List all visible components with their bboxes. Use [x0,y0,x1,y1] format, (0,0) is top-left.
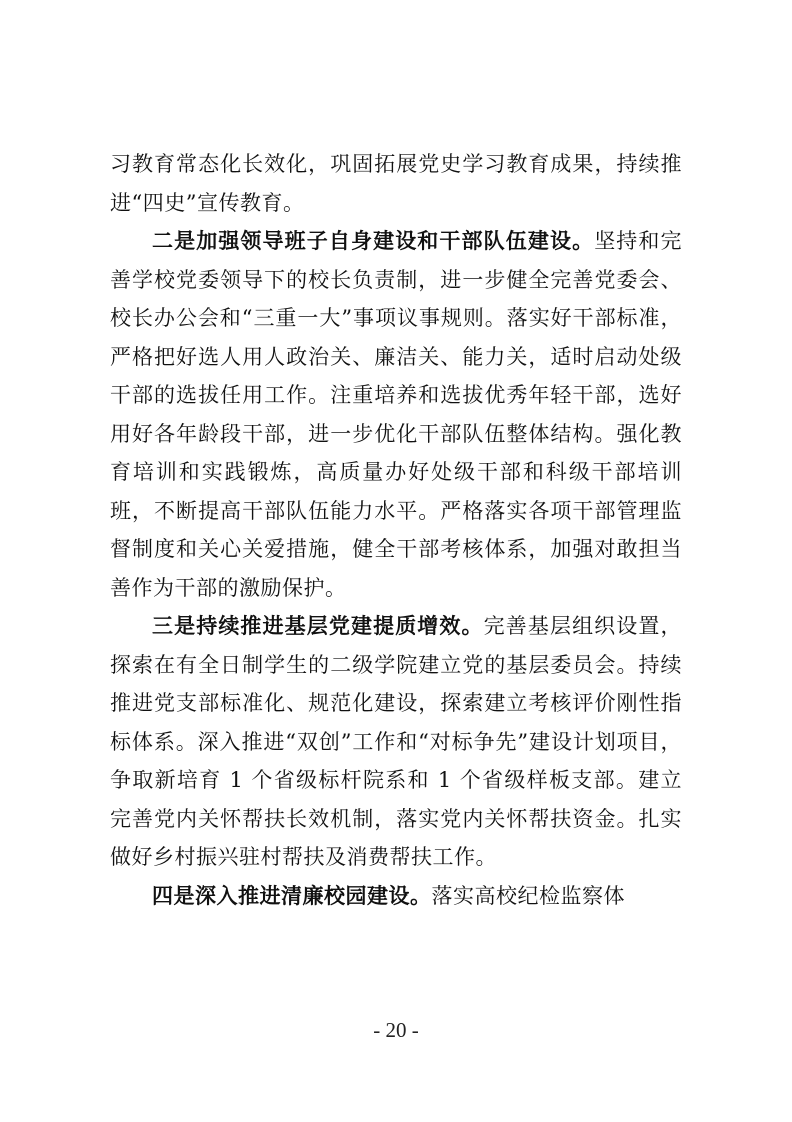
document-body [110,145,682,915]
page-number: - 20 - [373,1018,419,1042]
paragraph-grassroots-party [110,607,682,877]
paragraph-lead: 二是加强领导班子自身建设和干部队伍建设。 [152,228,595,253]
paragraph-leadership-building [110,222,682,607]
paragraph-text: 落实高校纪检监察体 [431,883,625,908]
paragraph-clean-campus [110,877,682,916]
paragraph-text: 习教育常态化长效化，巩固拓展党史学习教育成果，持续推进“四史”宣传教育。 [110,152,682,215]
paragraph-continuation [110,145,682,222]
paragraph-lead: 三是持续推进基层党建提质增效。 [152,613,484,638]
paragraph-lead: 四是深入推进清廉校园建设。 [152,882,432,908]
paragraph-text: 坚持和完善学校党委领导下的校长负责制，进一步健全完善党委会、校长办公会和“三重一大”事项议事规则。落实好干部标准，严格把好选人用人政治关、廉洁关、能力关，适时启动处级干部的选拔任用工作。注重培养和选拔优秀年轻干部，选好用好各年龄段干部，进一步优化干部队伍整体结构。强化教育培训和实践锻炼，高质量办好处级干部和科级干部培训班，不断提高干部队伍能力水平。严格落实各项干部管理监督制度和关心关爱措施，健全干部考核体系，加强对敢担当善作为干部的激励保护。 [110,229,683,600]
paragraph-text: 完善基层组织设置，探索在有全日制学生的二级学院建立党的基层委员会。持续推进党支部标准化、规范化建设，探索建立考核评价刚性指标体系。深入推进“双创”工作和“对标争先”建设计划项目，争取新培育 1 个省级标杆院系和 1 个省级样板支部。建立完善党内关怀帮扶长效机制，落实党内关怀帮扶资金。扎实做好乡村振兴驻村帮扶及消费帮扶工作。 [110,614,683,869]
